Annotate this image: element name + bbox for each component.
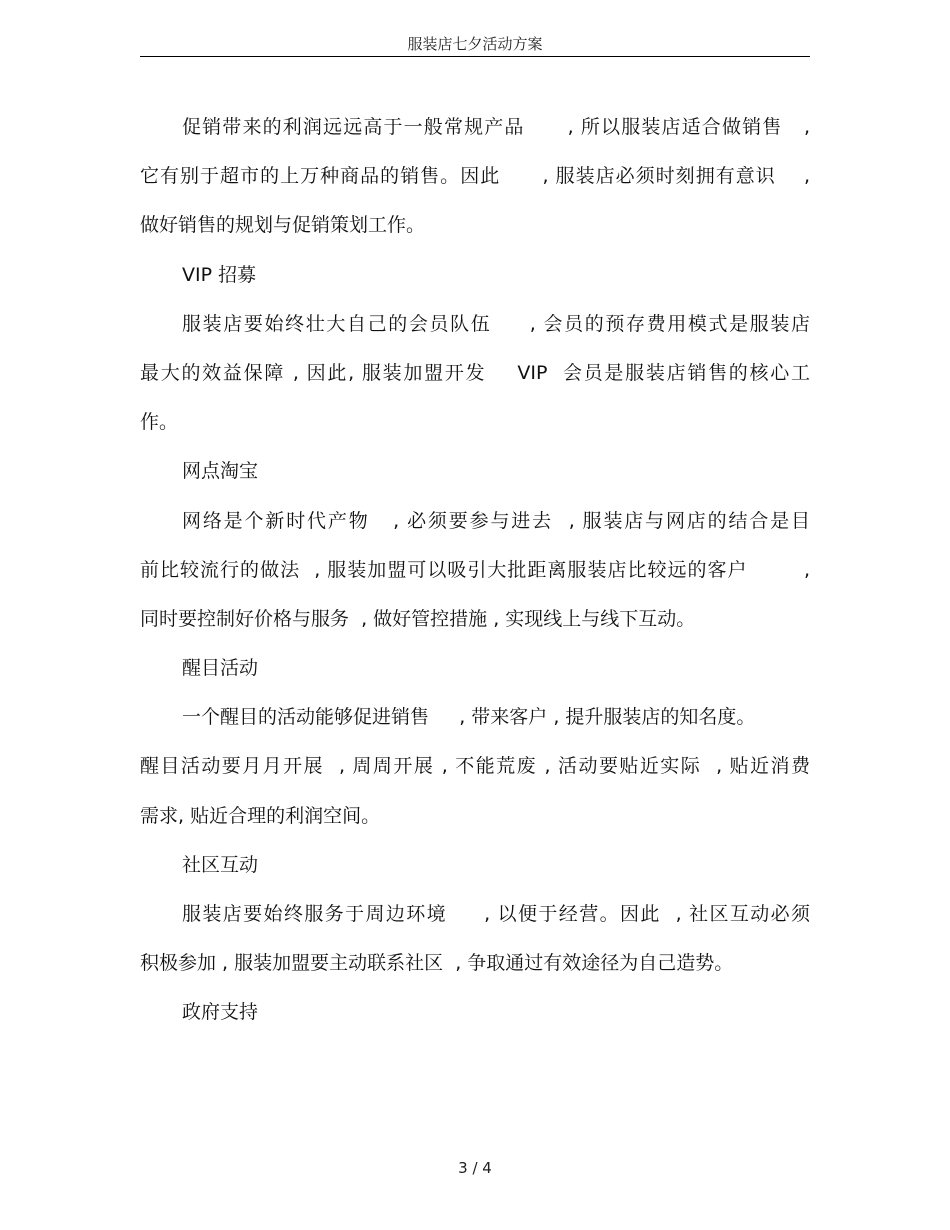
- body-line-2: 它有别于超市的上万种商品的销售。因此 , 服装店必须时刻拥有意识 ,: [140, 165, 810, 188]
- body-line-13: 一个醒目的活动能够促进销售 , 带来客户 , 提升服装店的知名度。: [182, 706, 756, 729]
- body-line-3: 做好销售的规划与促销策划工作。: [140, 214, 426, 237]
- body-line-17: 服装店要始终服务于周边环境 , 以便于经营。因此 , 社区互动必须: [182, 903, 810, 925]
- body-line-7: 作。: [140, 411, 179, 434]
- section-heading-eye-catching-events: 醒目活动: [182, 657, 259, 680]
- body-line-15: 需求, 贴近合理的利润空间。: [140, 804, 381, 827]
- body-line-6: 最大的效益保障 , 因此, 服装加盟开发 VIP 会员是服装店销售的核心工: [140, 361, 810, 384]
- body-line-9: 网络是个新时代产物 , 必须要参与进去 , 服装店与网店的结合是目: [182, 509, 810, 532]
- page-header-title: 服装店七夕活动方案: [407, 35, 543, 53]
- section-heading-online-store: 网点淘宝: [182, 460, 259, 483]
- body-line-10: 前比较流行的做法 , 服装加盟可以吸引大批距离服装店比较远的客户 ,: [140, 558, 810, 581]
- section-heading-government-support: 政府支持: [182, 1001, 259, 1024]
- document-body: [140, 103, 810, 1038]
- body-line-11: 同时要控制好价格与服务 , 做好管控措施 , 实现线上与线下互动。: [140, 607, 696, 630]
- page-number: 3 / 4: [458, 1159, 492, 1177]
- section-heading-community: 社区互动: [182, 853, 259, 876]
- body-line-1: 促销带来的利润远远高于一般常规产品 , 所以服装店适合做销售 ,: [182, 116, 810, 138]
- body-line-5: 服装店要始终壮大自己的会员队伍 , 会员的预存费用模式是服装店: [182, 312, 810, 335]
- section-heading-vip: VIP 招募: [182, 263, 257, 286]
- body-line-18: 积极参加 , 服装加盟要主动联系社区 , 争取通过有效途径为自己造势。: [140, 952, 734, 975]
- body-line-14: 醒目活动要月月开展 , 周周开展 , 不能荒废 , 活动要贴近实际 , 贴近消费: [140, 755, 810, 778]
- header-divider: [140, 56, 810, 57]
